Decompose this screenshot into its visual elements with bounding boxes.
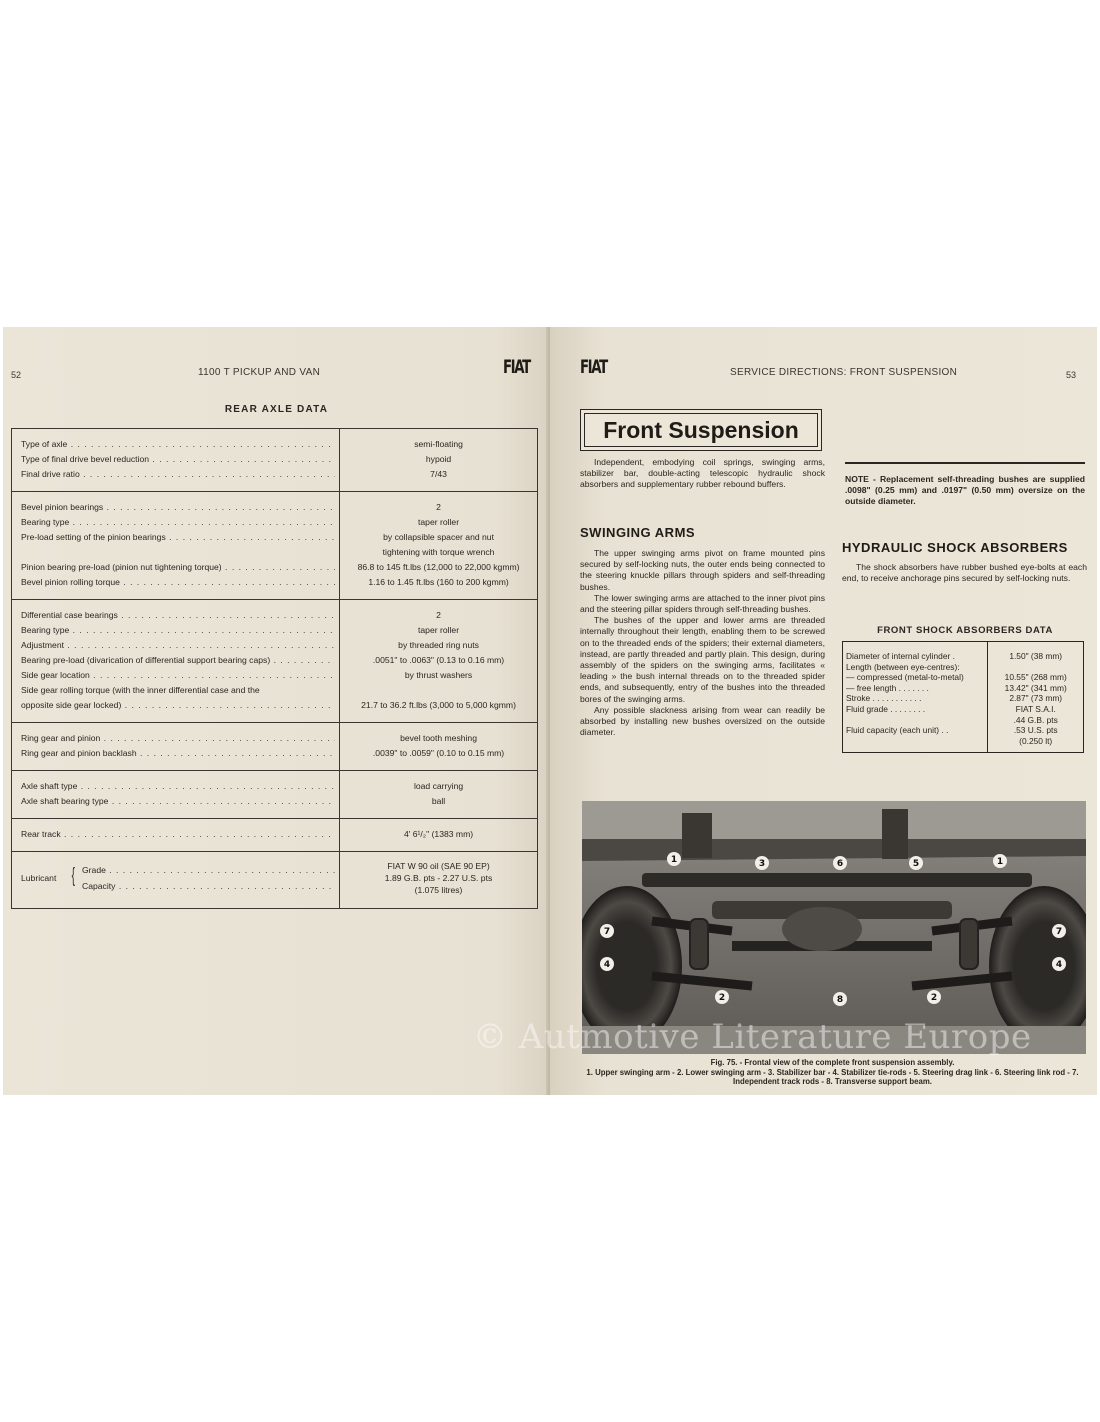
spec-value: tightening with torque wrench <box>382 547 495 557</box>
spec-group-row <box>12 723 538 771</box>
spec-values-cell <box>340 723 538 771</box>
lubricant-capacity-litres: (1.075 litres) <box>414 885 463 895</box>
shock-data-row <box>843 736 1084 753</box>
spec-label-row <box>12 653 339 668</box>
grade-label: Grade <box>82 865 106 875</box>
spec-label-row <box>12 668 339 683</box>
spec-value <box>340 683 537 698</box>
spec-label: Ring gear and pinion <box>21 733 101 743</box>
spec-label: Pinion bearing pre-load (pinion nut tightening torque) <box>21 562 222 572</box>
lubricant-label: Lubricant <box>21 873 57 883</box>
spec-value: by collapsible spacer and nut <box>383 532 494 542</box>
shock-data-value <box>988 662 1084 673</box>
shock-data-row <box>843 704 1084 715</box>
fiat-logo-right: FIAT <box>580 356 607 378</box>
spec-label-row <box>12 560 339 575</box>
spec-label-row <box>82 865 335 875</box>
spec-value: semi-floating <box>414 439 463 449</box>
spec-value: taper roller <box>418 517 460 527</box>
right-page-header: SERVICE DIRECTIONS: FRONT SUSPENSION <box>730 367 958 378</box>
capacity-label: Capacity <box>82 881 116 891</box>
lubricant-capacity-value: 1.89 G.B. pts - 2.27 U.S. pts <box>384 873 493 883</box>
callout-label: 8 <box>836 995 844 1005</box>
spec-label: Rear track <box>21 829 61 839</box>
spec-value: .0051" to .0063" (0.13 to 0.16 mm) <box>372 655 505 665</box>
spec-values-cell <box>340 492 538 600</box>
spec-labels-cell <box>12 723 340 771</box>
figure-caption-title: Fig. 75. - Frontal view of the complete front suspension assembly. <box>710 1058 955 1067</box>
spec-label-row <box>12 530 339 545</box>
spec-label-row <box>12 683 339 698</box>
callout-label: 4 <box>603 960 611 970</box>
spec-values-cell <box>340 771 538 819</box>
spec-label-row <box>12 515 339 530</box>
spec-value: 1.16 to 1.45 ft.lbs (160 to 200 kgmm) <box>368 577 509 587</box>
shock-absorbers-text: The shock absorbers have rubber bushed eye-bolts at each end, to receive anchorage pins secured by self-locking nuts. <box>842 562 1087 584</box>
swinging-arms-paragraph: The lower swinging arms are attached to the inner pivot pins and the steering pillar spiders through self-threading bushes. <box>580 592 825 615</box>
rear-axle-data-title: REAR AXLE DATA <box>224 404 329 415</box>
shock-data-label: Fluid grade . . . . . . . . <box>846 703 926 714</box>
figure-caption <box>570 1058 1095 1087</box>
spec-labels-cell <box>12 819 340 852</box>
shock-data-row <box>843 725 1084 736</box>
spec-label-row <box>82 881 335 891</box>
shock-data-value: 13.42" (341 mm) <box>988 683 1084 694</box>
note-box: NOTE - Replacement self-threading bushes are supplied .0098" (0.25 mm) and .0197" (0.50 mm) oversize on the outside diameter. <box>845 462 1085 507</box>
spec-value: 4' 6¹/₂" (1383 mm) <box>403 829 474 839</box>
spec-label-row <box>12 779 339 794</box>
book-spread <box>3 327 1097 1095</box>
spec-label: Bevel pinion rolling torque <box>21 577 120 587</box>
spec-label-row <box>12 575 339 590</box>
swinging-arms-paragraph: Any possible slackness arising from wear can readily be absorbed by installing new bushes oversized on the outside diameter. <box>580 704 825 738</box>
front-suspension-title: Front Suspension <box>584 413 818 447</box>
spec-value: 7/43 <box>430 469 447 479</box>
swinging-arms-paragraph: The bushes of the upper and lower arms are threaded internally throughout their length, enabling them to be screwed on to the threaded ends of the spiders; their external diameters, instead, are partly threaded and partly plain. This design, during assembly of the spiders on the swinging arms, facilitates « leading » the bush internal threads on to the threaded spider ends, and subsequently, entry of the bushes into the threaded bores of the swinging arms. <box>580 615 825 704</box>
suspension-illustration <box>582 801 1086 1054</box>
spec-label-row <box>12 500 339 515</box>
shock-data-label: Diameter of internal cylinder . <box>846 651 955 661</box>
shock-data-value: FIAT S.A.I. <box>988 704 1084 715</box>
spec-label-row <box>12 623 339 638</box>
spec-labels-cell <box>12 429 340 492</box>
spec-labels-cell <box>12 771 340 819</box>
spec-label: Ring gear and pinion backlash <box>21 748 137 758</box>
shock-data-row <box>843 642 1084 662</box>
spec-label-row <box>12 608 339 623</box>
callout-label: 5 <box>912 859 920 869</box>
spec-label: Axle shaft bearing type <box>21 796 109 806</box>
callout-label: 2 <box>718 993 726 1003</box>
spec-label: Pre-load setting of the pinion bearings <box>21 532 166 542</box>
lubricant-row <box>12 852 538 909</box>
callout-label: 3 <box>758 859 766 869</box>
lubricant-grade-value: FIAT W 90 oil (SAE 90 EP) <box>387 861 490 871</box>
front-suspension-title-box <box>580 409 822 451</box>
spec-label: Side gear rolling torque (with the inner differential case and the <box>21 685 260 695</box>
watermark: © Autmotive Literature Europe <box>473 1017 1032 1057</box>
shock-data-value: 2.87" (73 mm) <box>988 693 1084 704</box>
callout-label: 4 <box>1055 960 1063 970</box>
front-shock-absorbers-data-title: FRONT SHOCK ABSORBERS DATA <box>877 625 1053 636</box>
brace-icon: { <box>71 865 76 887</box>
spec-group-row <box>12 600 538 723</box>
spec-label: Side gear location <box>21 670 90 680</box>
spec-value: hypoid <box>425 454 452 464</box>
spec-label-row <box>12 698 339 713</box>
spec-values-cell <box>340 819 538 852</box>
spec-value: 2 <box>436 502 441 512</box>
spec-values-cell <box>340 429 538 492</box>
spec-group-row <box>12 429 538 492</box>
spec-label: Bevel pinion bearings <box>21 502 104 512</box>
spec-value: taper roller <box>418 625 460 635</box>
spec-labels-cell <box>12 492 340 600</box>
callout-label: 7 <box>1055 927 1063 937</box>
lubricant-labels-cell <box>12 852 340 909</box>
callout-label: 2 <box>930 993 938 1003</box>
spec-value: 21.7 to 36.2 ft.lbs (3,000 to 5,000 kgmm) <box>361 700 516 710</box>
spec-label: Adjustment <box>21 640 64 650</box>
figure-caption-legend: 1. Upper swinging arm - 2. Lower swinging arm - 3. Stabilizer bar - 4. Stabilizer tie-rods - 5. Steering drag link - 6. Steering link rod - 7. Independent track rods - 8. Transverse support beam. <box>586 1067 1079 1087</box>
swinging-arms-paragraph: The upper swinging arms pivot on frame mounted pins secured by self-locking nuts, the outer ends being connected to the steering knuckle pillars through spiders and self-threading bushes. <box>580 548 825 592</box>
spec-values-cell <box>340 600 538 723</box>
spec-label: opposite side gear locked) <box>21 700 122 710</box>
hydraulic-shock-absorbers-title: HYDRAULIC SHOCK ABSORBERS <box>842 540 1068 555</box>
intro-paragraph: Independent, embodying coil springs, swinging arms, stabilizer bar, double-acting telescopic hydraulic shock absorbers and supplementary rubber rebound buffers. <box>580 457 825 490</box>
shock-data-row <box>843 715 1084 726</box>
spec-label: Final drive ratio <box>21 469 80 479</box>
spec-value: by thrust washers <box>404 670 473 680</box>
right-page <box>550 327 1097 1095</box>
shock-data-label: — compressed (metal-to-metal) <box>846 672 964 683</box>
shock-data-label <box>843 736 988 753</box>
right-page-number: 53 <box>1066 370 1077 380</box>
spec-value: load carrying <box>413 781 464 791</box>
shock-data-value: 1.50" (38 mm) <box>988 642 1084 662</box>
front-suspension-photo <box>582 801 1086 1054</box>
callout-label: 6 <box>836 859 844 869</box>
shock-data-value: (0.250 lt) <box>988 736 1084 753</box>
left-page-header: 1100 T PICKUP AND VAN <box>198 367 321 378</box>
shock-data-label: Fluid capacity (each unit) . . <box>846 725 949 736</box>
fiat-logo-left: FIAT <box>503 356 530 378</box>
callout-label: 1 <box>670 855 678 865</box>
spec-label: Bearing type <box>21 517 70 527</box>
spec-value: ball <box>431 796 446 806</box>
spec-label-row <box>12 638 339 653</box>
spec-label-row <box>12 437 339 452</box>
shock-data-row <box>843 683 1084 694</box>
spec-value: bevel tooth meshing <box>400 733 477 743</box>
spec-label-row <box>12 827 339 842</box>
callout-label: 1 <box>996 857 1004 867</box>
spec-value: 86.8 to 145 ft.lbs (12,000 to 22,000 kgmm) <box>357 562 520 572</box>
spec-value: by threaded ring nuts <box>398 640 479 650</box>
left-page-number: 52 <box>11 370 22 380</box>
spec-label: Type of final drive bevel reduction <box>21 454 150 464</box>
rear-axle-data-table <box>11 428 538 909</box>
shock-data-value: .44 G.B. pts <box>988 715 1084 726</box>
spec-label-row <box>12 794 339 809</box>
spec-label: Type of axle <box>21 439 68 449</box>
shock-data-label: Stroke . . . . . . . . . . . <box>846 693 922 704</box>
left-page <box>3 327 550 1095</box>
spec-label-row <box>12 545 339 560</box>
callout-label: 7 <box>603 927 611 937</box>
spec-label-row <box>12 467 339 482</box>
spec-label: Bearing type <box>21 625 70 635</box>
spec-group-row <box>12 819 538 852</box>
spec-label-row <box>12 731 339 746</box>
spec-label-row <box>12 746 339 761</box>
shock-data-row <box>843 662 1084 673</box>
swinging-arms-text <box>580 548 825 738</box>
spec-label: Axle shaft type <box>21 781 78 791</box>
swinging-arms-title: SWINGING ARMS <box>580 525 696 540</box>
shock-data-label: — free length . . . . . . . <box>846 682 929 693</box>
shock-data-row <box>843 672 1084 683</box>
shock-data-label <box>843 715 988 726</box>
spec-label: Bearing pre-load (divarication of differential support bearing caps) <box>21 655 271 665</box>
shock-data-value: .53 U.S. pts <box>988 725 1084 736</box>
spec-label: Differential case bearings <box>21 610 118 620</box>
spec-value: 2 <box>436 610 441 620</box>
spec-group-row <box>12 771 538 819</box>
shock-data-value: 10.55" (268 mm) <box>988 672 1084 683</box>
shock-data-row <box>843 693 1084 704</box>
front-shock-absorbers-table <box>842 641 1084 753</box>
spec-labels-cell <box>12 600 340 723</box>
lubricant-values-cell <box>340 852 538 909</box>
spec-value: .0039" to .0059" (0.10 to 0.15 mm) <box>372 748 505 758</box>
spec-group-row <box>12 492 538 600</box>
shock-data-label: Length (between eye-centres): <box>846 661 960 672</box>
spec-label-row <box>12 452 339 467</box>
